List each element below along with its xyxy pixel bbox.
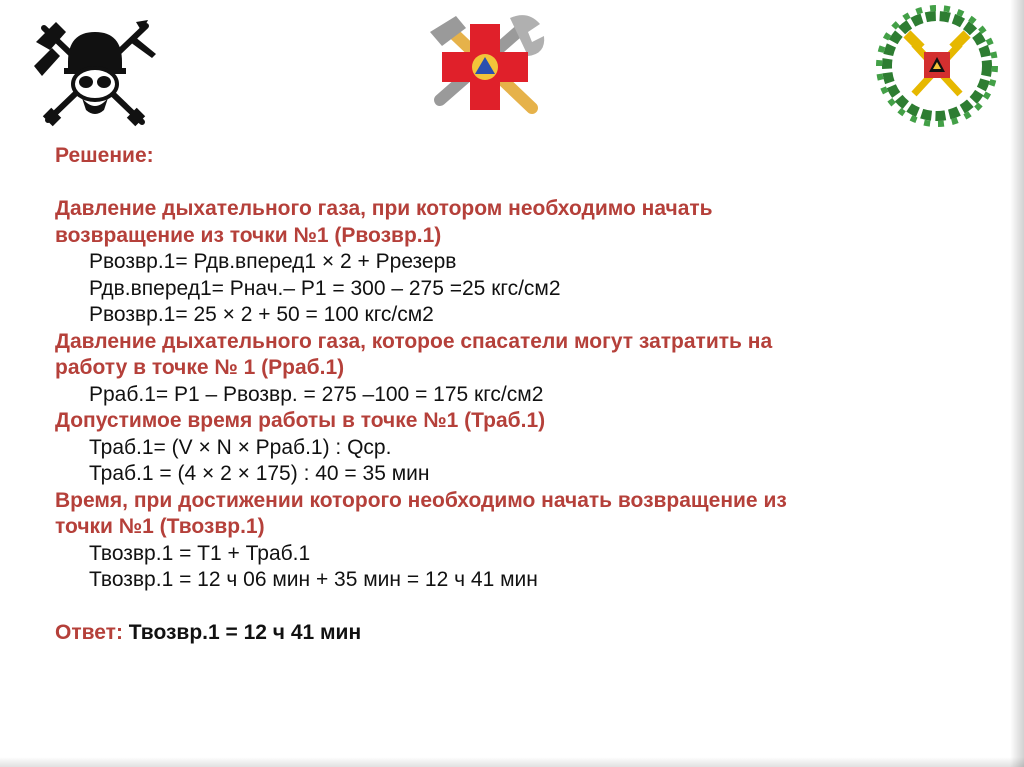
formula: Рвозвр.1= Рдв.вперед1 × 2 + Ррезерв	[89, 250, 457, 273]
solution-text	[55, 143, 985, 647]
answer-value: Твозвр.1 = 12 ч 41 мин	[128, 621, 362, 644]
section2-heading-line2: работу в точке № 1 (Рраб.1)	[55, 356, 345, 379]
answer-label: Ответ:	[55, 621, 129, 644]
spacer	[55, 594, 985, 621]
section4-heading-line2: точки №1 (Твозвр.1)	[55, 515, 265, 538]
formula: Твозвр.1 = 12 ч 06 мин + 35 мин = 12 ч 41 мин	[89, 568, 538, 591]
firefighter-mask-axe-icon	[30, 18, 160, 130]
formula: Рвозвр.1= 25 × 2 + 50 = 100 кгс/см2	[89, 303, 434, 326]
section3-heading-line1: Допустимое время работы в точке №1 (Траб.1)	[55, 409, 546, 432]
rescue-cross-tools-icon	[420, 10, 550, 120]
spacer	[55, 170, 985, 197]
formula: Траб.1 = (4 × 2 × 175) : 40 = 35 мин	[89, 462, 430, 485]
formula: Рдв.вперед1= Рнач.– Р1 = 300 – 275 =25 кгс/см2	[89, 276, 561, 300]
laurel-wreath-hammers-icon	[874, 2, 1000, 130]
formula: Рраб.1= Р1 – Рвозвр. = 275 –100 = 175 кгс/см2	[89, 382, 544, 406]
solution-title: Решение:	[55, 144, 154, 167]
slide-shadow-right	[1010, 0, 1024, 767]
section4-heading-line1: Время, при достижении которого необходимо начать возвращение из	[55, 488, 787, 512]
formula: Траб.1= (V × N × Рраб.1) : Qср.	[89, 435, 392, 459]
section1-heading-line1: Давление дыхательного газа, при котором необходимо начать	[55, 197, 713, 220]
section1-heading-line2: возвращение из точки №1 (Рвозвр.1)	[55, 223, 442, 247]
formula: Твозвр.1 = Т1 + Траб.1	[89, 541, 311, 565]
answer-line	[55, 620, 985, 647]
slide-shadow-bottom	[0, 757, 1024, 767]
section2-heading-line1: Давление дыхательного газа, которое спасатели могут затратить на	[55, 329, 773, 353]
